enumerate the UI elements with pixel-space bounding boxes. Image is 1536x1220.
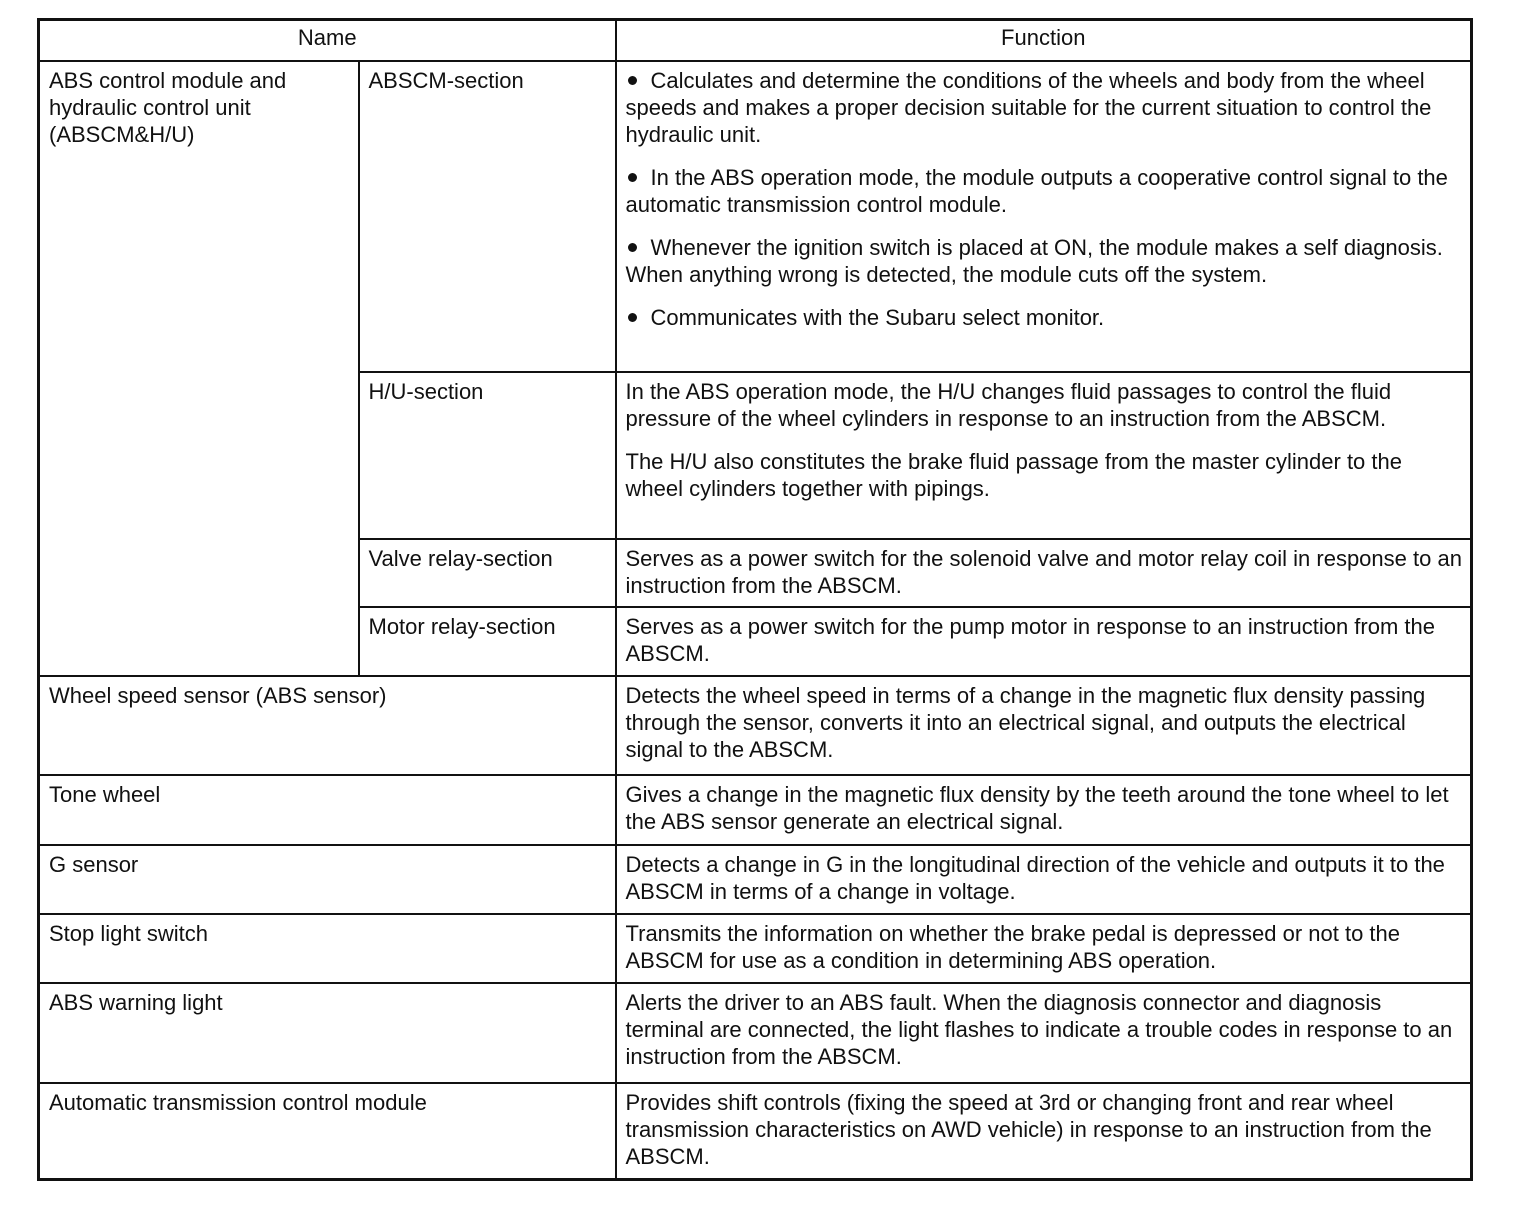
abs-components-table bbox=[37, 18, 1473, 1181]
bullet-icon bbox=[628, 243, 637, 252]
bullet-text: Communicates with the Subaru select monitor. bbox=[650, 305, 1105, 330]
function-cell: Detects the wheel speed in terms of a change in the magnetic flux density passing through the sensor, converts it into an electrical signal, and outputs the electrical signal to the ABSCM. bbox=[616, 676, 1472, 775]
table-row bbox=[39, 845, 1472, 914]
section-name-cell: Motor relay-section bbox=[359, 607, 616, 676]
bullet-text: Whenever the ignition switch is placed at ON, the module makes a self diagnosis. When anything wrong is detected, the module cuts off the system. bbox=[625, 235, 1443, 287]
table-row bbox=[39, 983, 1472, 1083]
function-cell bbox=[616, 372, 1472, 539]
function-cell: Serves as a power switch for the pump motor in response to an instruction from the ABSCM. bbox=[616, 607, 1472, 676]
bullet-item bbox=[626, 164, 1463, 218]
function-cell: Gives a change in the magnetic flux density by the teeth around the tone wheel to let the ABS sensor generate an electrical signal. bbox=[616, 775, 1472, 845]
table-row bbox=[39, 61, 1472, 372]
component-name-cell: Stop light switch bbox=[39, 914, 616, 983]
bullet-text: In the ABS operation mode, the module outputs a cooperative control signal to the automatic transmission control module. bbox=[625, 165, 1448, 217]
header-row bbox=[39, 20, 1472, 62]
component-name-cell: G sensor bbox=[39, 845, 616, 914]
function-cell: Alerts the driver to an ABS fault. When the diagnosis connector and diagnosis terminal are connected, the light flashes to indicate a trouble codes in response to an instruction from the ABSCM. bbox=[616, 983, 1472, 1083]
paragraph: In the ABS operation mode, the H/U changes fluid passages to control the fluid pressure of the wheel cylinders in response to an instruction from the ABSCM. bbox=[625, 379, 1392, 431]
function-cell: Detects a change in G in the longitudinal direction of the vehicle and outputs it to the ABSCM in terms of a change in voltage. bbox=[616, 845, 1472, 914]
component-name-cell: Wheel speed sensor (ABS sensor) bbox=[39, 676, 616, 775]
group-name-cell: ABS control module and hydraulic control unit (ABSCM&H/U) bbox=[39, 61, 359, 676]
function-cell: Provides shift controls (fixing the speed at 3rd or changing front and rear wheel transmission characteristics on AWD vehicle) in response to an instruction from the ABSCM. bbox=[616, 1083, 1472, 1180]
bullet-item bbox=[626, 67, 1463, 148]
bullet-icon bbox=[628, 313, 637, 322]
header-name: Name bbox=[39, 20, 616, 62]
bullet-icon bbox=[628, 76, 637, 85]
table-row bbox=[39, 1083, 1472, 1180]
bullet-item bbox=[626, 304, 1463, 331]
function-cell bbox=[616, 61, 1472, 372]
table-row bbox=[39, 775, 1472, 845]
section-name-cell: ABSCM-section bbox=[359, 61, 616, 372]
function-cell: Serves as a power switch for the solenoid valve and motor relay coil in response to an instruction from the ABSCM. bbox=[616, 539, 1472, 607]
component-name-cell: Tone wheel bbox=[39, 775, 616, 845]
function-cell: Transmits the information on whether the brake pedal is depressed or not to the ABSCM for use as a condition in determining ABS operation. bbox=[616, 914, 1472, 983]
paragraph: The H/U also constitutes the brake fluid passage from the master cylinder to the wheel cylinders together with pipings. bbox=[625, 449, 1402, 501]
table-row bbox=[39, 914, 1472, 983]
bullet-icon bbox=[628, 173, 637, 182]
header-function: Function bbox=[616, 20, 1472, 62]
bullet-item bbox=[626, 234, 1463, 288]
component-name-cell: ABS warning light bbox=[39, 983, 616, 1083]
component-name-cell: Automatic transmission control module bbox=[39, 1083, 616, 1180]
bullet-text: Calculates and determine the conditions of the wheels and body from the wheel speeds and makes a proper decision suitable for the current situation to control the hydraulic unit. bbox=[625, 68, 1432, 147]
section-name-cell: Valve relay-section bbox=[359, 539, 616, 607]
table-row bbox=[39, 676, 1472, 775]
section-name-cell: H/U-section bbox=[359, 372, 616, 539]
